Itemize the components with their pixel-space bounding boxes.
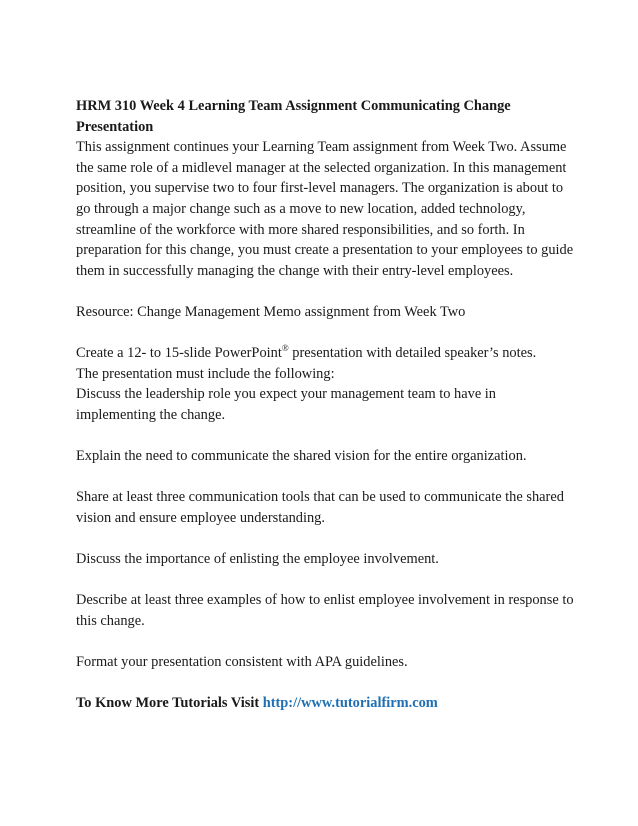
footer-line — [76, 693, 576, 714]
document-title: HRM 310 Week 4 Learning Team Assignment Communicating Change Presentation — [76, 98, 511, 135]
create-line — [76, 343, 576, 364]
item-shared-vision: Explain the need to communicate the shared vision for the entire organization. — [76, 448, 527, 465]
create-text-pre: Create a 12- to 15-slide PowerPoint — [76, 345, 282, 362]
footer-text: To Know More Tutorials Visit — [76, 695, 263, 712]
item-enlist-examples: Describe at least three examples of how to enlist employee involvement in response to this change. — [76, 592, 574, 629]
create-text-post: presentation with detailed speaker’s notes. — [288, 345, 537, 362]
tutorial-link[interactable]: http://www.tutorialfirm.com — [262, 695, 438, 712]
item-communication-tools: Share at least three communication tools that can be used to communicate the shared vision and ensure employee understanding. — [76, 489, 564, 526]
item-leadership-role: Discuss the leadership role you expect your management team to have in implementing the change. — [76, 386, 496, 423]
intro-paragraph: This assignment continues your Learning Team assignment from Week Two. Assume the same role of a midlevel manager at the selected organization. In this management position, you supervise two to four first-level managers. The organization is about to go through a major change such as a move to new location, added technology, streamline of the workforce with more shared responsibilities, and so forth. In preparation for this change, you must create a presentation to your employees to guide them in successfully managing the change with their entry-level employees. — [76, 139, 574, 279]
resource-line: Resource: Change Management Memo assignment from Week Two — [76, 303, 466, 320]
item-employee-involvement: Discuss the importance of enlisting the employee involvement. — [76, 551, 439, 568]
registered-mark: ® — [281, 343, 289, 354]
document-page — [76, 96, 576, 714]
must-include-line: The presentation must include the following: — [76, 365, 335, 382]
item-apa-format: Format your presentation consistent with APA guidelines. — [76, 654, 408, 671]
